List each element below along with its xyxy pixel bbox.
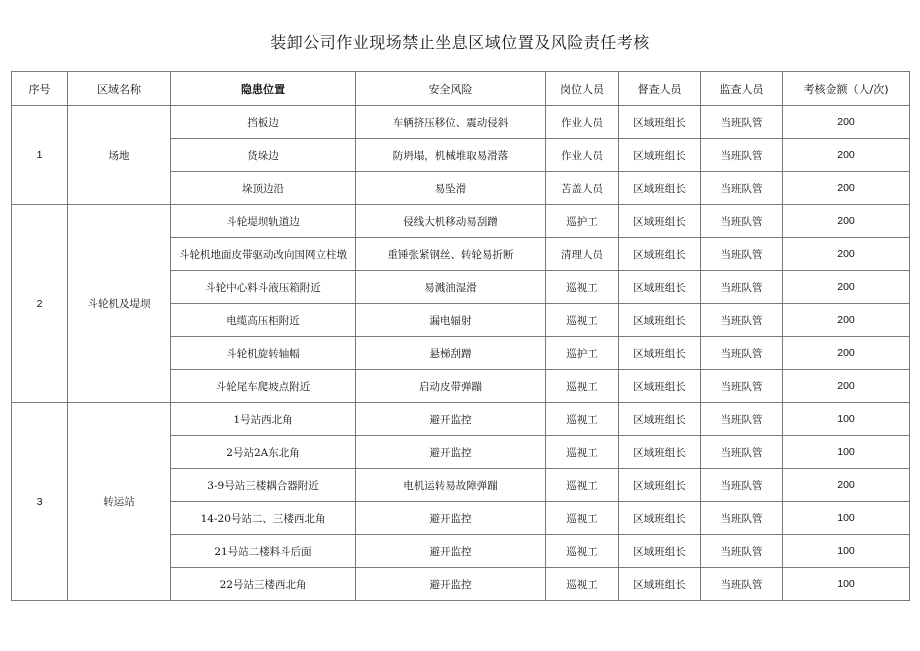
header-location: 隐患位置 — [171, 72, 356, 106]
cell-location: 22号站三楼西北角 — [171, 568, 356, 601]
cell-location: 1号站西北角 — [171, 403, 356, 436]
cell-location: 斗轮机地面皮带驱动改向国网立柱墩 — [171, 238, 356, 271]
cell-supervisor: 区域班组长 — [619, 502, 701, 535]
cell-inspector: 当班队管 — [701, 436, 783, 469]
cell-supervisor: 区域班组长 — [619, 271, 701, 304]
cell-risk: 重锤张紧钢丝、转轮易折断 — [356, 238, 546, 271]
cell-risk: 避开监控 — [356, 535, 546, 568]
cell-supervisor: 区域班组长 — [619, 469, 701, 502]
cell-supervisor: 区域班组长 — [619, 535, 701, 568]
cell-risk: 悬梯刮蹭 — [356, 337, 546, 370]
cell-area-name: 转运站 — [68, 403, 171, 601]
cell-inspector: 当班队管 — [701, 370, 783, 403]
cell-amount: 200 — [783, 172, 910, 205]
cell-post: 巡视工 — [546, 271, 619, 304]
header-inspector: 监查人员 — [701, 72, 783, 106]
cell-inspector: 当班队管 — [701, 469, 783, 502]
cell-amount: 200 — [783, 139, 910, 172]
cell-inspector: 当班队管 — [701, 205, 783, 238]
cell-inspector: 当班队管 — [701, 568, 783, 601]
cell-location: 21号站二楼料斗后面 — [171, 535, 356, 568]
cell-amount: 200 — [783, 106, 910, 139]
cell-inspector: 当班队管 — [701, 271, 783, 304]
cell-location: 斗轮堤坝轨道边 — [171, 205, 356, 238]
cell-supervisor: 区域班组长 — [619, 106, 701, 139]
cell-amount: 100 — [783, 502, 910, 535]
cell-location: 斗轮尾车爬坡点附近 — [171, 370, 356, 403]
cell-amount: 200 — [783, 370, 910, 403]
cell-post: 巡视工 — [546, 370, 619, 403]
cell-risk: 防坍塌，机械堆取易滑落 — [356, 139, 546, 172]
cell-group-no: 3 — [12, 403, 68, 601]
cell-amount: 100 — [783, 436, 910, 469]
cell-post: 巡视工 — [546, 403, 619, 436]
header-area: 区域名称 — [68, 72, 171, 106]
cell-supervisor: 区域班组长 — [619, 337, 701, 370]
cell-post: 巡视工 — [546, 469, 619, 502]
header-post: 岗位人员 — [546, 72, 619, 106]
cell-inspector: 当班队管 — [701, 172, 783, 205]
table-body — [12, 106, 910, 601]
cell-location: 电缆高压柜附近 — [171, 304, 356, 337]
header-supervisor: 督查人员 — [619, 72, 701, 106]
cell-risk: 避开监控 — [356, 568, 546, 601]
cell-supervisor: 区域班组长 — [619, 436, 701, 469]
cell-post: 巡视工 — [546, 568, 619, 601]
table-row — [12, 106, 910, 139]
cell-group-no: 2 — [12, 205, 68, 403]
table-header-row — [12, 72, 910, 106]
header-risk: 安全风险 — [356, 72, 546, 106]
cell-amount: 100 — [783, 535, 910, 568]
cell-post: 巡护工 — [546, 205, 619, 238]
cell-location: 2号站2A东北角 — [171, 436, 356, 469]
cell-inspector: 当班队管 — [701, 106, 783, 139]
cell-location: 斗轮机旋转轴幅 — [171, 337, 356, 370]
cell-risk: 电机运转易故障弹蹦 — [356, 469, 546, 502]
cell-supervisor: 区域班组长 — [619, 139, 701, 172]
table-row — [12, 403, 910, 436]
cell-location: 14-20号站二、三楼西北角 — [171, 502, 356, 535]
cell-post: 巡视工 — [546, 535, 619, 568]
cell-area-name: 斗轮机及堤坝 — [68, 205, 171, 403]
cell-risk: 车辆挤压移位、震动侵斜 — [356, 106, 546, 139]
cell-amount: 200 — [783, 205, 910, 238]
cell-amount: 100 — [783, 568, 910, 601]
cell-risk: 避开监控 — [356, 403, 546, 436]
cell-amount: 200 — [783, 469, 910, 502]
cell-post: 苫盖人员 — [546, 172, 619, 205]
cell-risk: 避开监控 — [356, 436, 546, 469]
cell-amount: 200 — [783, 238, 910, 271]
cell-risk: 漏电辐射 — [356, 304, 546, 337]
cell-post: 巡视工 — [546, 436, 619, 469]
table-row — [12, 205, 910, 238]
cell-group-no: 1 — [12, 106, 68, 205]
document-title: 装卸公司作业现场禁止坐息区域位置及风险责任考核 — [270, 33, 650, 52]
cell-inspector: 当班队管 — [701, 139, 783, 172]
cell-risk: 易坠滑 — [356, 172, 546, 205]
cell-supervisor: 区域班组长 — [619, 568, 701, 601]
cell-risk: 启动皮带弹蹦 — [356, 370, 546, 403]
cell-risk: 侵线大机移动易刮蹭 — [356, 205, 546, 238]
cell-risk: 易溅油湿滑 — [356, 271, 546, 304]
cell-location: 3-9号站三楼耦合器附近 — [171, 469, 356, 502]
cell-post: 作业人员 — [546, 106, 619, 139]
cell-post: 清理人员 — [546, 238, 619, 271]
cell-post: 巡视工 — [546, 304, 619, 337]
cell-supervisor: 区域班组长 — [619, 238, 701, 271]
cell-risk: 避开监控 — [356, 502, 546, 535]
cell-supervisor: 区域班组长 — [619, 172, 701, 205]
cell-inspector: 当班队管 — [701, 238, 783, 271]
cell-location: 货垛边 — [171, 139, 356, 172]
cell-amount: 100 — [783, 403, 910, 436]
cell-location: 垛顶边沿 — [171, 172, 356, 205]
cell-area-name: 场地 — [68, 106, 171, 205]
cell-supervisor: 区域班组长 — [619, 403, 701, 436]
cell-inspector: 当班队管 — [701, 535, 783, 568]
header-amount: 考核金额（人/次) — [783, 72, 910, 106]
cell-post: 作业人员 — [546, 139, 619, 172]
cell-amount: 200 — [783, 271, 910, 304]
cell-supervisor: 区域班组长 — [619, 370, 701, 403]
cell-post: 巡护工 — [546, 337, 619, 370]
cell-inspector: 当班队管 — [701, 502, 783, 535]
cell-location: 挡板边 — [171, 106, 356, 139]
risk-assessment-table — [11, 71, 910, 601]
cell-amount: 200 — [783, 337, 910, 370]
cell-location: 斗轮中心料斗液压箱附近 — [171, 271, 356, 304]
cell-amount: 200 — [783, 304, 910, 337]
cell-inspector: 当班队管 — [701, 403, 783, 436]
cell-post: 巡视工 — [546, 502, 619, 535]
cell-inspector: 当班队管 — [701, 337, 783, 370]
header-no: 序号 — [12, 72, 68, 106]
cell-supervisor: 区域班组长 — [619, 205, 701, 238]
cell-supervisor: 区域班组长 — [619, 304, 701, 337]
cell-inspector: 当班队管 — [701, 304, 783, 337]
